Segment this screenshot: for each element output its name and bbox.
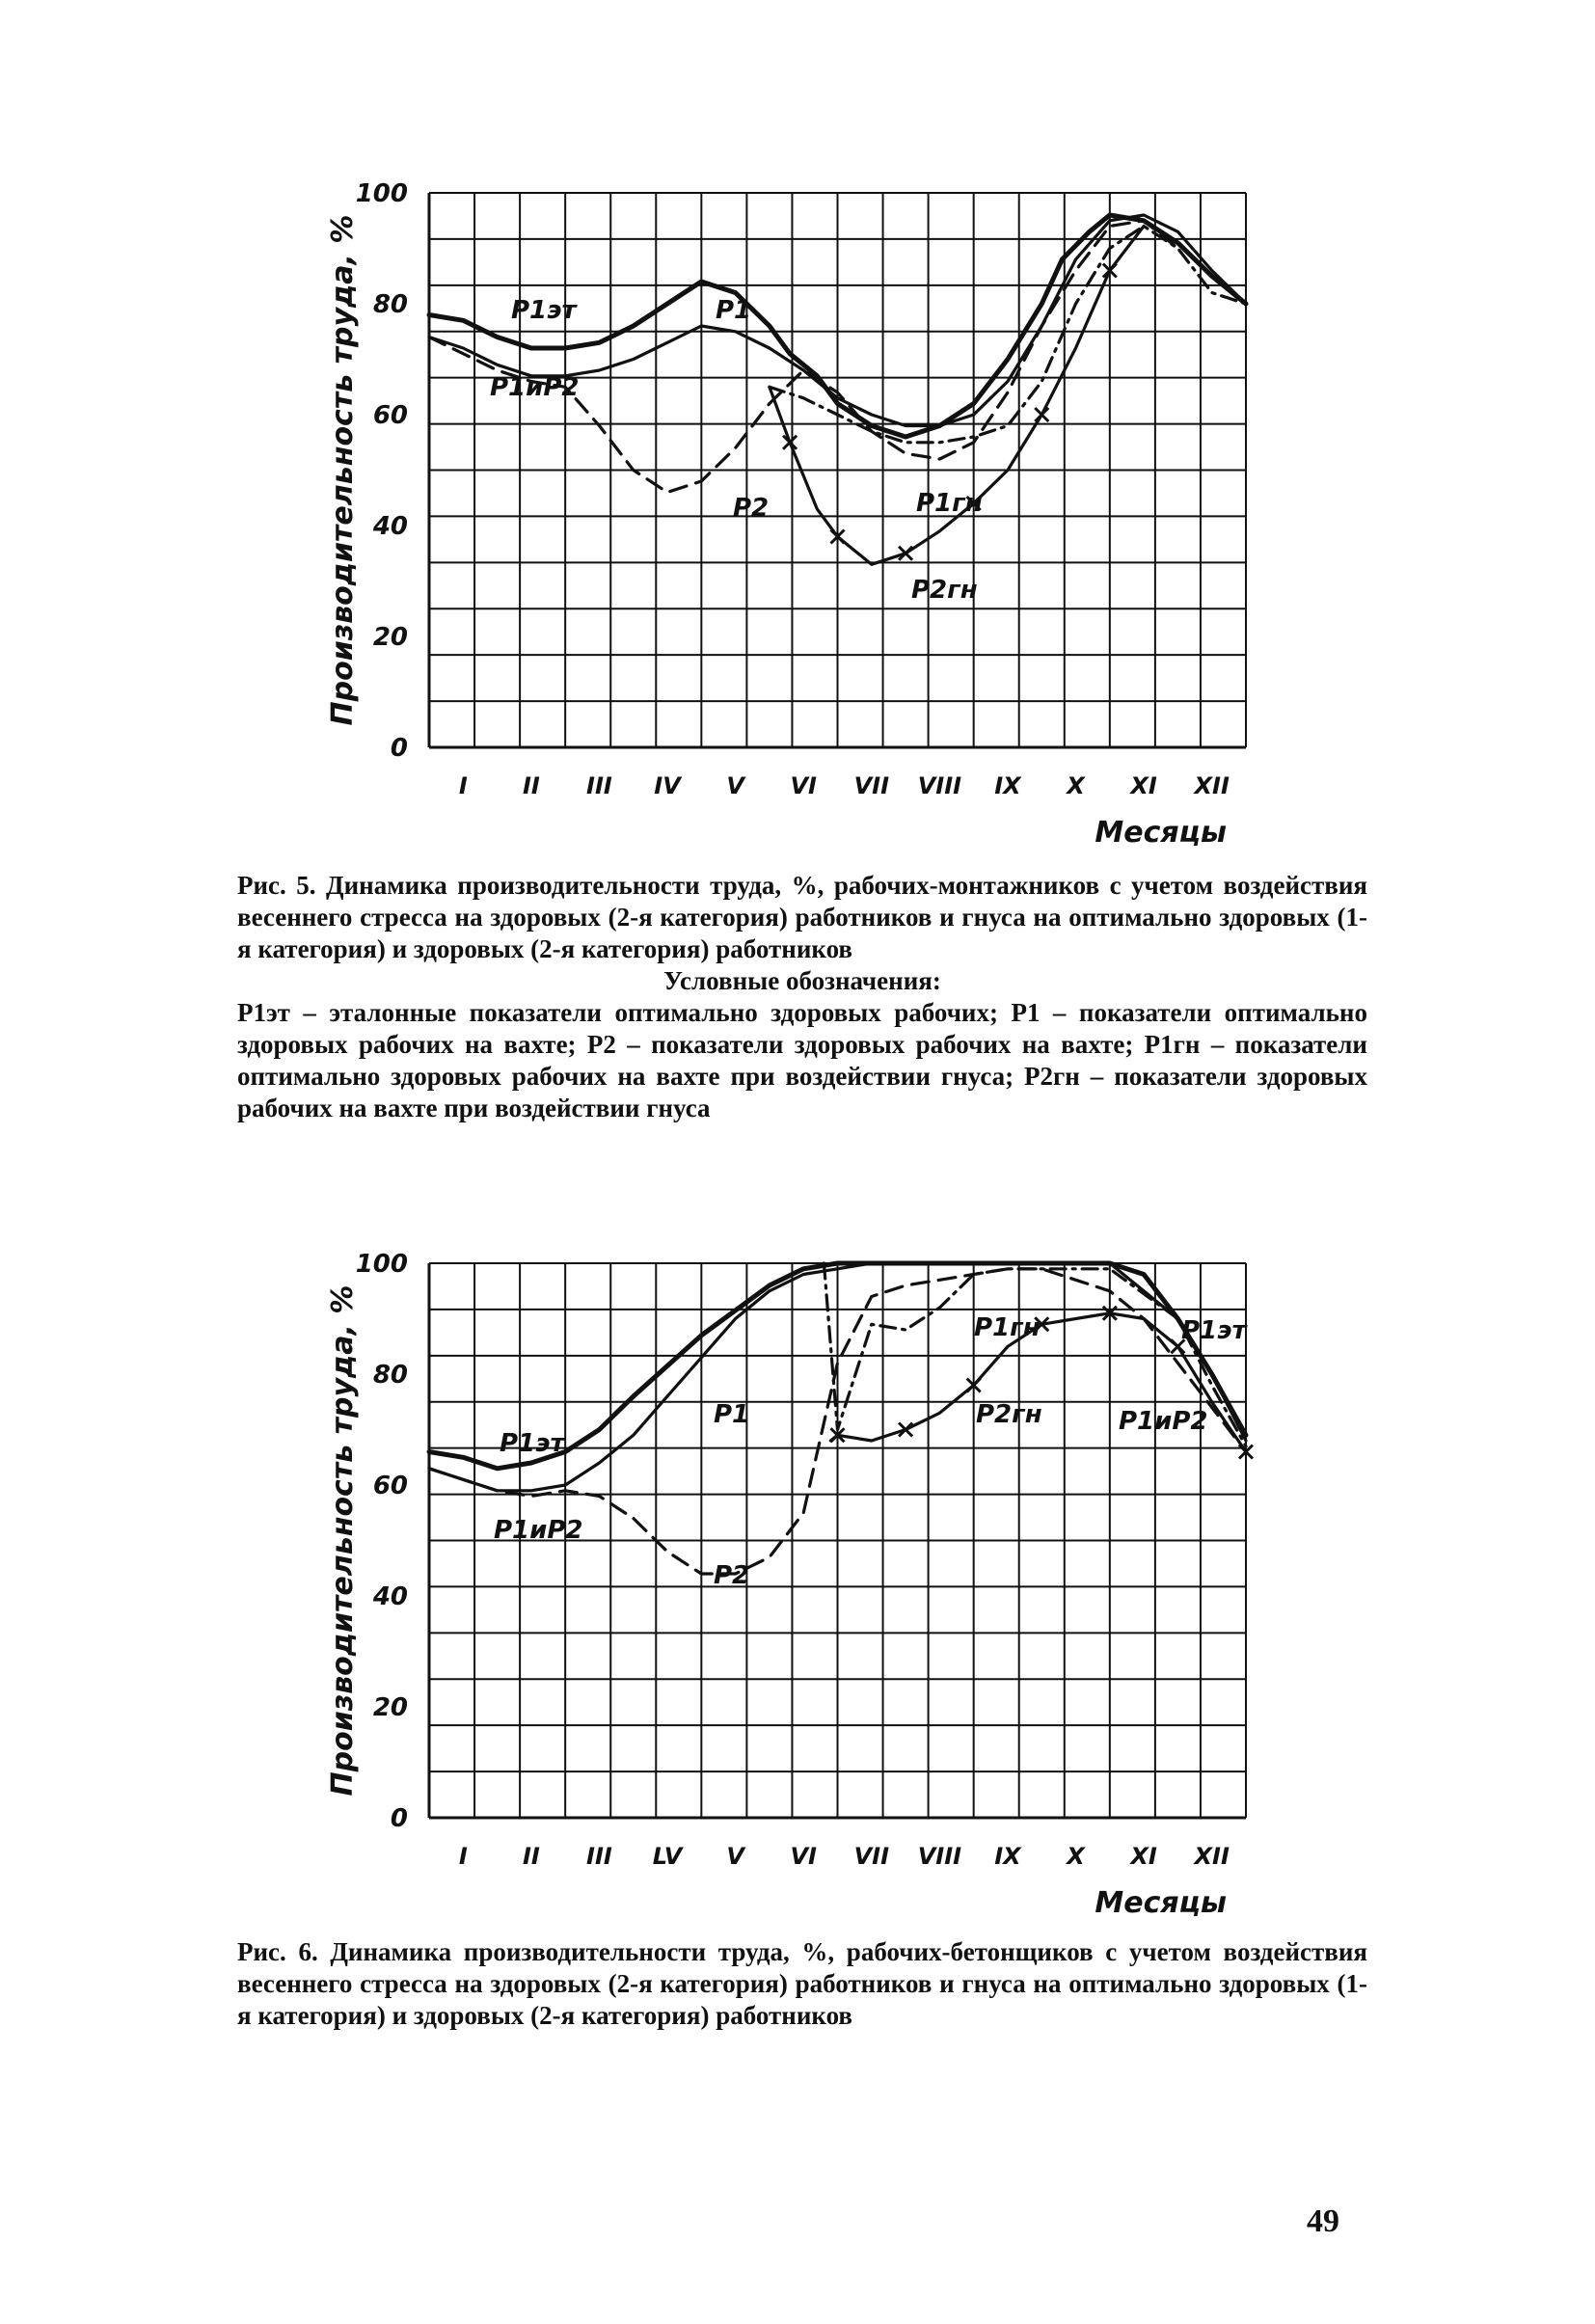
data-point-marker: [783, 436, 797, 449]
series-label-text: Р1эт: [500, 1429, 565, 1458]
x-tick-label: XII: [1194, 1843, 1230, 1870]
y-tick-label: 100: [355, 1250, 408, 1279]
x-axis-label: Месяцы: [1095, 816, 1227, 850]
x-tick-label: VIII: [917, 772, 962, 799]
x-tick-label: II: [522, 1843, 540, 1870]
series-label: [714, 1400, 749, 1429]
series-label: [733, 494, 769, 523]
x-tick-label: VII: [853, 1843, 890, 1870]
series-label-text: Р1гн: [916, 489, 983, 518]
series-label-text: Р1гн: [974, 1313, 1041, 1342]
x-tick-label: X: [1067, 772, 1085, 799]
series-label: [490, 373, 580, 402]
y-tick-label: 60: [372, 401, 408, 430]
figure-5-legend-text: Р1эт – эталонные показатели оптимально здоровых рабочих; Р1 – показатели оптимально здоровых рабочих на вахте; Р2 – показатели здоровых рабочих на вахте; Р1гн – показатели оптимально здоровых рабочих на вахте при воздействии гнуса; Р2гн – показатели здоровых рабочих на вахте при воздействии гнуса: [237, 998, 1367, 1122]
x-tick-label: VIII: [917, 1843, 962, 1870]
series-label-text: Р1иР2: [494, 1516, 583, 1545]
series-label-text: Р1: [714, 1400, 750, 1429]
x-tick-label: III: [586, 772, 612, 799]
series-label-text: Р2: [714, 1561, 750, 1590]
figure-6-chart: [0, 1205, 1595, 1919]
page-number: 49: [1307, 2203, 1339, 2239]
grid: [429, 193, 1246, 747]
data-point-marker: [1035, 408, 1048, 421]
x-axis-label: Месяцы: [1095, 1886, 1227, 1920]
series-label: [976, 1400, 1042, 1429]
x-tick-label: VII: [853, 772, 890, 799]
series-label-text: Р2гн: [911, 576, 978, 605]
x-tick-label: LV: [652, 1843, 683, 1870]
series-label-text: Р1иР2: [490, 373, 580, 402]
x-tick-label: IV: [654, 772, 681, 799]
y-tick-label: 100: [355, 179, 408, 208]
x-tick-label: XI: [1130, 1843, 1157, 1870]
series-line-Р1гн: [770, 227, 1246, 443]
x-tick-label: XII: [1194, 772, 1230, 799]
figure-5-legend-heading: Условные обозначения:: [663, 966, 941, 995]
y-tick-label: 60: [372, 1472, 408, 1500]
series-label-text: Р1иР2: [1119, 1407, 1208, 1436]
figure-5-chart: [0, 135, 1595, 849]
x-tick-label: V: [726, 1843, 744, 1870]
series-label: [511, 296, 579, 325]
y-tick-label: 80: [372, 290, 408, 319]
x-tick-label: VI: [790, 772, 817, 799]
y-axis-label: Производительность труда, %: [326, 214, 360, 726]
x-tick-label: X: [1067, 1843, 1085, 1870]
y-tick-label: 40: [372, 512, 408, 541]
y-axis-label: Производительность труда, %: [326, 1284, 360, 1797]
figure-5-caption: [237, 870, 1367, 1124]
y-tick-label: 20: [372, 1693, 408, 1722]
series-label-text: Р1эт: [511, 296, 577, 325]
x-tick-label: IX: [994, 1843, 1021, 1870]
series-label: [716, 296, 751, 325]
figure-6-caption: [237, 1936, 1367, 2032]
x-tick-label: III: [586, 1843, 612, 1870]
figure-5-title: Рис. 5. Динамика производительности труда, %, рабочих-монтажников с учетом воздействия весеннего стресса на здоровых (2-я категория) работников и гнуса на оптимально здоровых (1-я категория) и здоровых (2-я категория) работников: [237, 871, 1367, 963]
y-tick-label: 40: [372, 1582, 408, 1611]
series-label: [714, 1561, 749, 1590]
series-label-text: Р2гн: [976, 1400, 1042, 1429]
series-label: [916, 489, 983, 518]
x-tick-label: VI: [790, 1843, 817, 1870]
series-label-text: Р1эт: [1181, 1316, 1247, 1345]
series-line-Р2: [429, 221, 1177, 493]
y-tick-label: 80: [372, 1361, 408, 1390]
x-tick-label: V: [726, 772, 744, 799]
series-label-text: Р1: [716, 296, 752, 325]
x-tick-label: I: [458, 1843, 468, 1870]
y-tick-label: 20: [372, 623, 408, 652]
y-tick-label: 0: [390, 1804, 408, 1833]
x-tick-label: XI: [1130, 772, 1157, 799]
y-tick-label: 0: [390, 734, 408, 763]
x-tick-label: IX: [994, 772, 1021, 799]
series-label: [500, 1429, 567, 1458]
series-label: [494, 1516, 583, 1545]
series-label-text: Р2: [733, 494, 770, 523]
series-label: [974, 1313, 1041, 1342]
x-tick-label: II: [522, 772, 540, 799]
series-label: [911, 576, 978, 605]
x-tick-label: I: [458, 772, 468, 799]
figure-6-title: Рис. 6. Динамика производительности труда, %, рабочих-бетонщиков с учетом воздействия весеннего стресса на здоровых (2-я категория) работников и гнуса на оптимально здоровых (1-я категория) и здоровых (2-я категория) работников: [237, 1937, 1367, 2030]
